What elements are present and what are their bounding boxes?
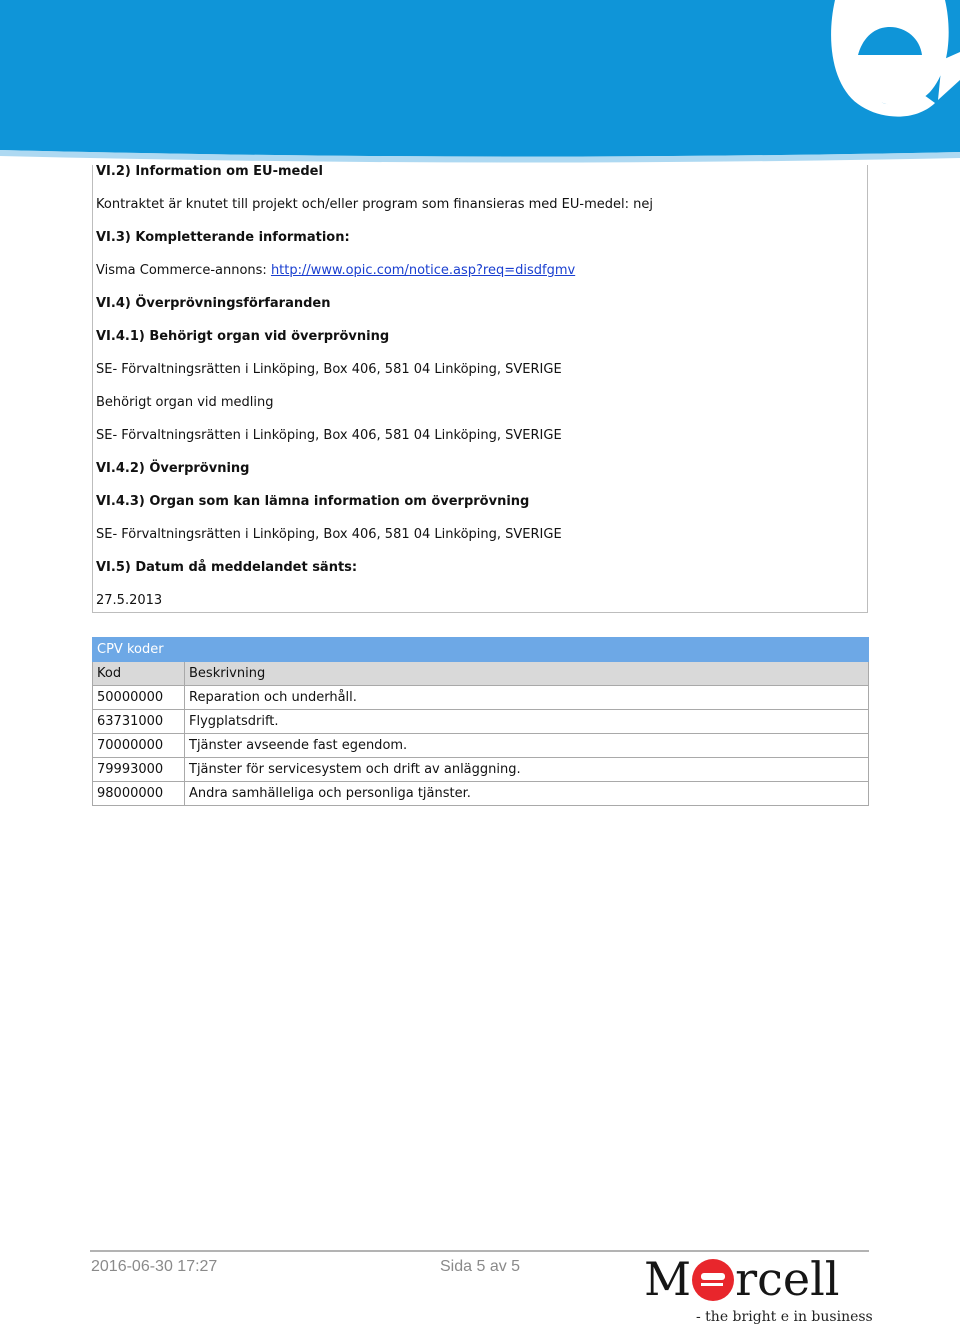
table-row [93, 758, 869, 782]
vi42-heading: VI.4.2) Överprövning [96, 461, 250, 476]
vi41-heading: VI.4.1) Behörigt organ vid överprövning [96, 329, 390, 344]
vi2-text: Kontraktet är knutet till projekt och/eller program som finansieras med EU-medel: nej [96, 197, 653, 212]
table-row [93, 710, 869, 734]
table-row [93, 686, 869, 710]
vi5-heading: VI.5) Datum då meddelandet sänts: [96, 560, 358, 575]
logo-e-icon [692, 1259, 734, 1301]
vi43-heading: VI.4.3) Organ som kan lämna information om överprövning [96, 494, 530, 509]
cpv-header-row [93, 662, 869, 686]
cpv-code: 79993000 [93, 758, 185, 782]
cpv-description: Tjänster för servicesystem och drift av anläggning. [185, 758, 869, 782]
cpv-code: 50000000 [93, 686, 185, 710]
cpv-title-row [93, 638, 869, 662]
cpv-code: 63731000 [93, 710, 185, 734]
mediation-body: SE- Förvaltningsrätten i Linköping, Box 406, 581 04 Linköping, SVERIGE [96, 428, 562, 443]
notice-link[interactable]: http://www.opic.com/notice.asp?req=disdfgmv [270, 263, 576, 278]
header-banner [0, 0, 960, 170]
cpv-title: CPV koder [93, 638, 869, 662]
cpv-code: 98000000 [93, 782, 185, 806]
header-kod: Kod [93, 662, 185, 686]
logo-tagline: - the bright e in business [696, 1309, 873, 1325]
logo-wordmark: M rcell [644, 1252, 840, 1306]
footer-page-number: Sida 5 av 5 [440, 1258, 521, 1275]
footer-timestamp: 2016-06-30 17:27 [91, 1258, 218, 1275]
cpv-description: Flygplatsdrift. [185, 710, 869, 734]
vi43-body: SE- Förvaltningsrätten i Linköping, Box 406, 581 04 Linköping, SVERIGE [96, 527, 562, 542]
vi3-line [96, 263, 575, 279]
header-beskrivning: Beskrivning [185, 662, 869, 686]
cpv-description: Andra samhälleliga och personliga tjänster. [185, 782, 869, 806]
vi41-body: SE- Förvaltningsrätten i Linköping, Box 406, 581 04 Linköping, SVERIGE [96, 362, 562, 377]
table-row [93, 782, 869, 806]
cpv-description: Tjänster avseende fast egendom. [185, 734, 869, 758]
mercell-logo [644, 1252, 873, 1329]
cpv-table [92, 637, 869, 806]
vi4-heading: VI.4) Överprövningsförfaranden [96, 296, 331, 311]
vi2-heading: VI.2) Information om EU-medel [96, 164, 323, 179]
cpv-description: Reparation och underhåll. [185, 686, 869, 710]
vi5-date: 27.5.2013 [96, 593, 163, 608]
vi3-prefix: Visma Commerce-annons: [96, 263, 271, 278]
mediation-label: Behörigt organ vid medling [96, 395, 274, 410]
table-row [93, 734, 869, 758]
cpv-code: 70000000 [93, 734, 185, 758]
vi3-heading: VI.3) Kompletterande information: [96, 230, 350, 245]
